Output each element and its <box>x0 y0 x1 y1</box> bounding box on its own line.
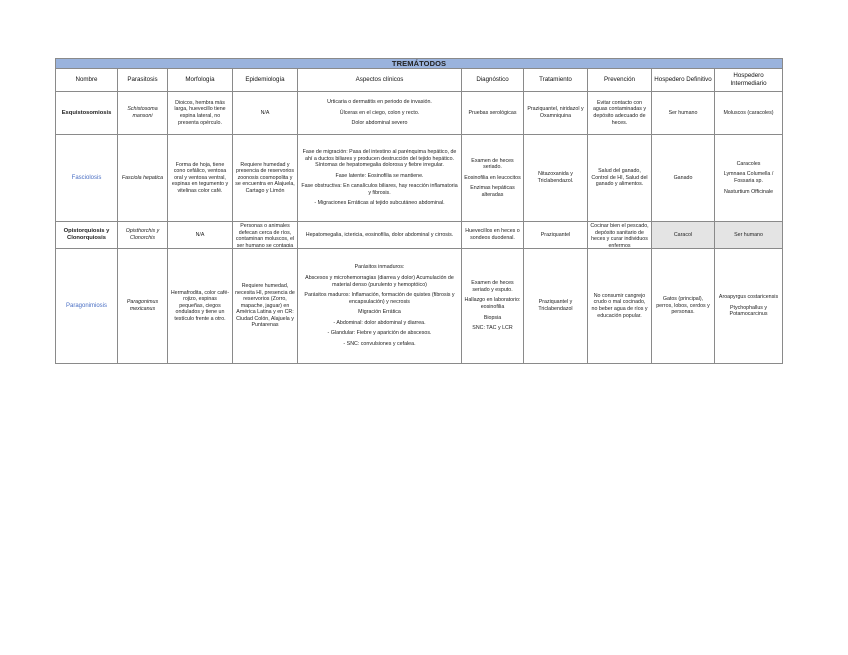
diagnostico-paragraph: Examen de heces seriado y esputo. <box>471 280 514 293</box>
cell-tratamiento: Nitazoxanida y Triclabendazol. <box>524 135 588 222</box>
clinicos-paragraph: Fase obstructiva: En canalículos biliares, hay reacción inflamatoria y fibrosis. <box>301 183 458 196</box>
clinicos-paragraph: - SNC: convulsiones y cefalea. <box>343 341 416 348</box>
header-parasitosis: Parasitosis <box>118 69 168 92</box>
cell-hospedero-intermediario <box>715 135 783 222</box>
prevencion-text: Cocinar bien el pescado, depósito sanitario de heces y curar individuos enfermos <box>590 223 649 247</box>
cell-prevencion: Salud del ganado, Control de HI, Salud del ganado y alimentos. <box>588 135 652 222</box>
header-prevencion: Prevención <box>588 69 652 92</box>
table-row <box>56 249 783 364</box>
intermediario-paragraph: Aroapyrgus costaricensis <box>718 294 779 301</box>
cell-nombre: Paragonimiosis <box>56 249 118 364</box>
cell-hospedero-intermediario <box>715 222 783 249</box>
header-hospedero-intermediario: Hospedero Intermediario <box>715 69 783 92</box>
clinicos-paragraph: - Abdominal: dolor abdominal y diarrea. <box>333 319 426 326</box>
clinicos-paragraph: Parásitos maduros: Inflamación, formación de quistes (fibrosis y encapsulación) y necrosis <box>304 292 455 305</box>
diagnostico-paragraph: Hallazgo en laboratorio: eosinofilia <box>464 297 521 310</box>
diagnostico-paragraph: Pruebas serológicas <box>468 109 517 116</box>
header-aspectos-clinicos: Aspectos clínicos <box>298 69 462 92</box>
intermediario-paragraph: Lymnaea Columella / Fossaria sp. <box>723 171 774 184</box>
cell-morfologia: N/A <box>168 222 233 249</box>
cell-tratamiento: Praziquantel <box>524 222 588 249</box>
cell-nombre: Esquistosomiosis <box>56 92 118 135</box>
cell-prevencion <box>588 222 652 249</box>
cell-hospedero-intermediario <box>715 249 783 364</box>
clinicos-paragraph: Fase de migración: Pasa del intestino al parénquima hepático, de ahí a ductos biliares y producen destrucción del tejido hepático. Síntomas de hepatomegalia dolorosa y fiebre irregular. <box>302 148 457 169</box>
cell-diagnostico <box>462 222 524 249</box>
cell-hospedero-intermediario <box>715 92 783 135</box>
clinicos-paragraph: Abscesos y microhemorragias (diarrea y dolor) Acumulación de material denso (purulento y hemoptóico) <box>305 274 454 288</box>
clinicos-paragraph: Hepatomegalia, ictericia, eosinofilia, dolor abdominal y cirrosis. <box>305 231 454 238</box>
diagnostico-paragraph: Examen de heces seriado. <box>471 157 514 171</box>
cell-diagnostico <box>462 135 524 222</box>
epidemiologia-text: Personas o animales defecan cerca de ríos, contaminan moluscos, el ser humano se contagia <box>235 223 295 247</box>
cell-morfologia: Dioicos, hembra más larga, huevecillo tiene espina lateral, no presenta opérculo. <box>168 92 233 135</box>
cell-prevencion: Evitar contacto con aguas contaminadas y depósito adecuado de heces. <box>588 92 652 135</box>
header-diagnostico: Diagnóstico <box>462 69 524 92</box>
cell-aspectos-clinicos <box>298 92 462 135</box>
intermediario-paragraph: Ptychophallus y Potamocarcinus <box>729 304 768 318</box>
cell-nombre: Opistorquiosis y Clonorquiosis <box>56 222 118 249</box>
trematodos-table <box>55 58 783 364</box>
header-tratamiento: Tratamiento <box>524 69 588 92</box>
cell-epidemiologia: N/A <box>233 92 298 135</box>
clinicos-paragraph: Urticaria o dermatitis en periodo de invasión. <box>327 99 432 106</box>
header-hospedero-definitivo: Hospedero Definitivo <box>652 69 715 92</box>
clinicos-paragraph: Fase latente: Eosinofilia se mantiene. <box>335 172 424 179</box>
cell-aspectos-clinicos <box>298 135 462 222</box>
cell-epidemiologia: Requiere humedad, necesita HI, presencia de reservorios (Zorro, mapache, jaguar) en América Latina y en CR: Ciudad Colón, Alajuela y Puntarenas <box>233 249 298 364</box>
clinicos-paragraph: - Glandular: Fiebre y aparición de abscesos. <box>327 330 432 337</box>
table-title: TREMÁTODOS <box>56 59 783 69</box>
table-row <box>56 135 783 222</box>
intermediario-paragraph: Moluscos (caracoles) <box>723 109 774 116</box>
cell-epidemiologia: Requiere humedad y presencia de reservorios zoonosis cosmopolita y se encuentra en Alajuela, Cartago y Limón <box>233 135 298 222</box>
intermediario-paragraph: Nasturtium Officinale <box>723 188 774 195</box>
cell-diagnostico <box>462 92 524 135</box>
diagnostico-paragraph: SNC: TAC y LCR <box>472 325 513 332</box>
cell-nombre: Fasciolosis <box>56 135 118 222</box>
cell-parasitosis: Fasciola hepatica <box>118 135 168 222</box>
clinicos-paragraph: Úlceras en el ciego, colon y recto. <box>339 109 420 116</box>
clinicos-paragraph: Parásitos inmaduros: <box>354 264 405 271</box>
table-row <box>56 92 783 135</box>
diagnostico-paragraph: Biopsia <box>483 314 502 321</box>
cell-prevencion: No consumir cangrejo crudo o mal cocinado, no beber agua de ríos y educación popular. <box>588 249 652 364</box>
header-nombre: Nombre <box>56 69 118 92</box>
cell-aspectos-clinicos <box>298 222 462 249</box>
cell-parasitosis: Schistosoma mansoni <box>118 92 168 135</box>
cell-diagnostico <box>462 249 524 364</box>
cell-hospedero-definitivo: Ganado <box>652 135 715 222</box>
header-morfologia: Morfología <box>168 69 233 92</box>
intermediario-paragraph: Ser humano <box>734 231 763 238</box>
cell-hospedero-definitivo: Caracol <box>652 222 715 249</box>
cell-epidemiologia <box>233 222 298 249</box>
cell-parasitosis: Opisthorchis y Clonorchis <box>118 222 168 249</box>
intermediario-paragraph: Caracoles <box>736 160 761 167</box>
cell-hospedero-definitivo: Ser humano <box>652 92 715 135</box>
clinicos-paragraph: - Migraciones Erráticas al tejido subcutáneo abdominal. <box>314 200 445 207</box>
clinicos-paragraph: Dolor abdominal severo <box>351 120 408 127</box>
diagnostico-paragraph: Huevecillos en heces o sondeos duodenal. <box>465 228 520 241</box>
cell-aspectos-clinicos <box>298 249 462 364</box>
trematodos-table-wrapper <box>55 58 782 364</box>
diagnostico-paragraph: Enzimas hepáticas alteradas <box>470 185 515 198</box>
cell-morfologia: Forma de hoja, tiene cono cefálico, ventosa oral y ventosa ventral, espinas en tegumento y vitelinas color café. <box>168 135 233 222</box>
cell-morfologia: Hermafrodita, color café-rojizo, espinas pequeñas, ciegos ondulados y tiene un testículo frente a otro. <box>168 249 233 364</box>
cell-tratamiento: Praziquantel y Triclabendazol <box>524 249 588 364</box>
cell-hospedero-definitivo: Gatos (principal), perros, lobos, cerdos y personas. <box>652 249 715 364</box>
cell-tratamiento: Praziquantel, niridazol y Oxamniquina <box>524 92 588 135</box>
cell-parasitosis: Paragonimus mexicanus <box>118 249 168 364</box>
table-row <box>56 222 783 249</box>
clinicos-paragraph: Migración Errática <box>358 309 401 316</box>
diagnostico-paragraph: Eosinofilia en leucocitos <box>464 174 521 181</box>
header-epidemiologia: Epidemiología <box>233 69 298 92</box>
